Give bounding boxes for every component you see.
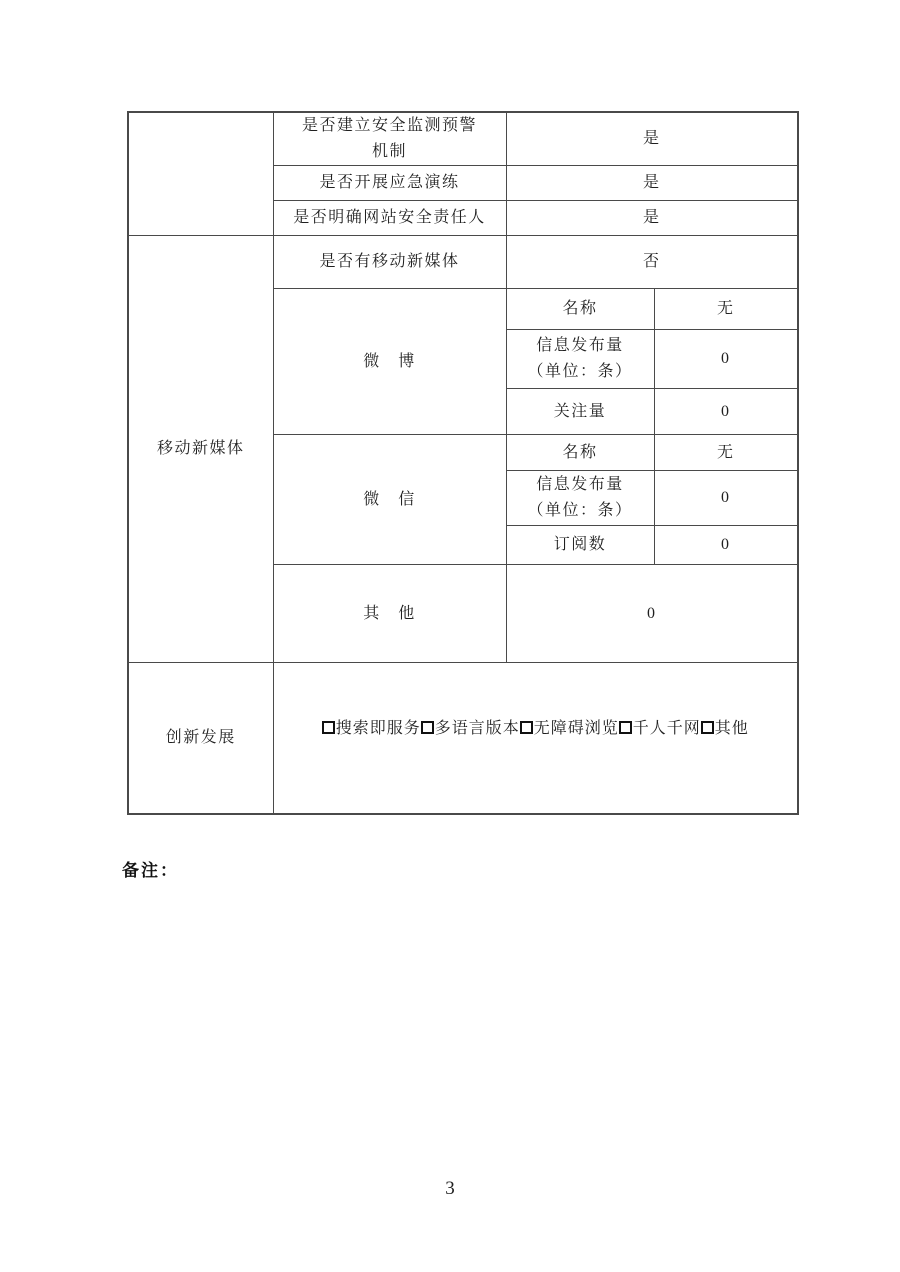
option-label-accessibility: 无障碍浏览 xyxy=(533,719,619,737)
other-media-value: 0 xyxy=(506,565,798,663)
checkbox-other[interactable] xyxy=(701,721,714,734)
checkbox-accessibility[interactable] xyxy=(520,721,533,734)
answer-emergency-drill: 是 xyxy=(506,166,798,201)
wechat-name-value: 无 xyxy=(654,435,798,471)
weibo-publish-value: 0 xyxy=(654,330,798,389)
answer-has-mobile-media: 否 xyxy=(506,236,798,289)
option-label-personalized: 千人千网 xyxy=(632,719,701,737)
section-label-mobile-media: 移动新媒体 xyxy=(128,236,273,663)
weibo-followers-value: 0 xyxy=(654,389,798,435)
innovation-options-cell xyxy=(273,663,798,814)
wechat-label: 微 信 xyxy=(273,435,506,565)
option-label-multilingual: 多语言版本 xyxy=(434,719,520,737)
publish-label-line1: 信息发布量 xyxy=(536,476,624,493)
empty-section-cell xyxy=(128,112,273,236)
wechat-name-label: 名称 xyxy=(506,435,654,471)
answer-security-officer: 是 xyxy=(506,201,798,236)
weibo-publish-label xyxy=(506,330,654,389)
wechat-subscribe-value: 0 xyxy=(654,526,798,565)
other-media-label: 其 他 xyxy=(273,565,506,663)
question-text-line1: 是否建立安全监测预警 xyxy=(301,117,477,134)
question-security-monitor xyxy=(273,112,506,166)
wechat-publish-label xyxy=(506,471,654,526)
page-number: 3 xyxy=(445,1178,455,1199)
report-table-container xyxy=(127,111,797,815)
table-row xyxy=(128,236,798,289)
publish-label-line1: 信息发布量 xyxy=(536,337,624,354)
question-has-mobile-media: 是否有移动新媒体 xyxy=(273,236,506,289)
innovation-options-line xyxy=(322,716,749,742)
weibo-name-label: 名称 xyxy=(506,289,654,330)
answer-security-monitor: 是 xyxy=(506,112,798,166)
checkbox-personalized[interactable] xyxy=(619,721,632,734)
question-emergency-drill: 是否开展应急演练 xyxy=(273,166,506,201)
weibo-name-value: 无 xyxy=(654,289,798,330)
wechat-publish-value: 0 xyxy=(654,471,798,526)
table-row xyxy=(128,112,798,166)
question-security-officer: 是否明确网站安全责任人 xyxy=(273,201,506,236)
option-label-search-as-service: 搜索即服务 xyxy=(335,719,421,737)
weibo-followers-label: 关注量 xyxy=(506,389,654,435)
wechat-subscribe-label: 订阅数 xyxy=(506,526,654,565)
table-row xyxy=(128,663,798,814)
checkbox-multilingual[interactable] xyxy=(421,721,434,734)
annual-report-table xyxy=(127,111,799,815)
publish-label-line2: （单位：条） xyxy=(527,502,633,519)
checkbox-search-as-service[interactable] xyxy=(322,721,335,734)
publish-label-line2: （单位：条） xyxy=(527,363,633,380)
question-text-line2: 机制 xyxy=(371,143,407,160)
remarks-label: 备注： xyxy=(122,861,179,880)
section-label-innovation: 创新发展 xyxy=(128,663,273,814)
option-label-other: 其他 xyxy=(714,719,749,737)
weibo-label: 微 博 xyxy=(273,289,506,435)
